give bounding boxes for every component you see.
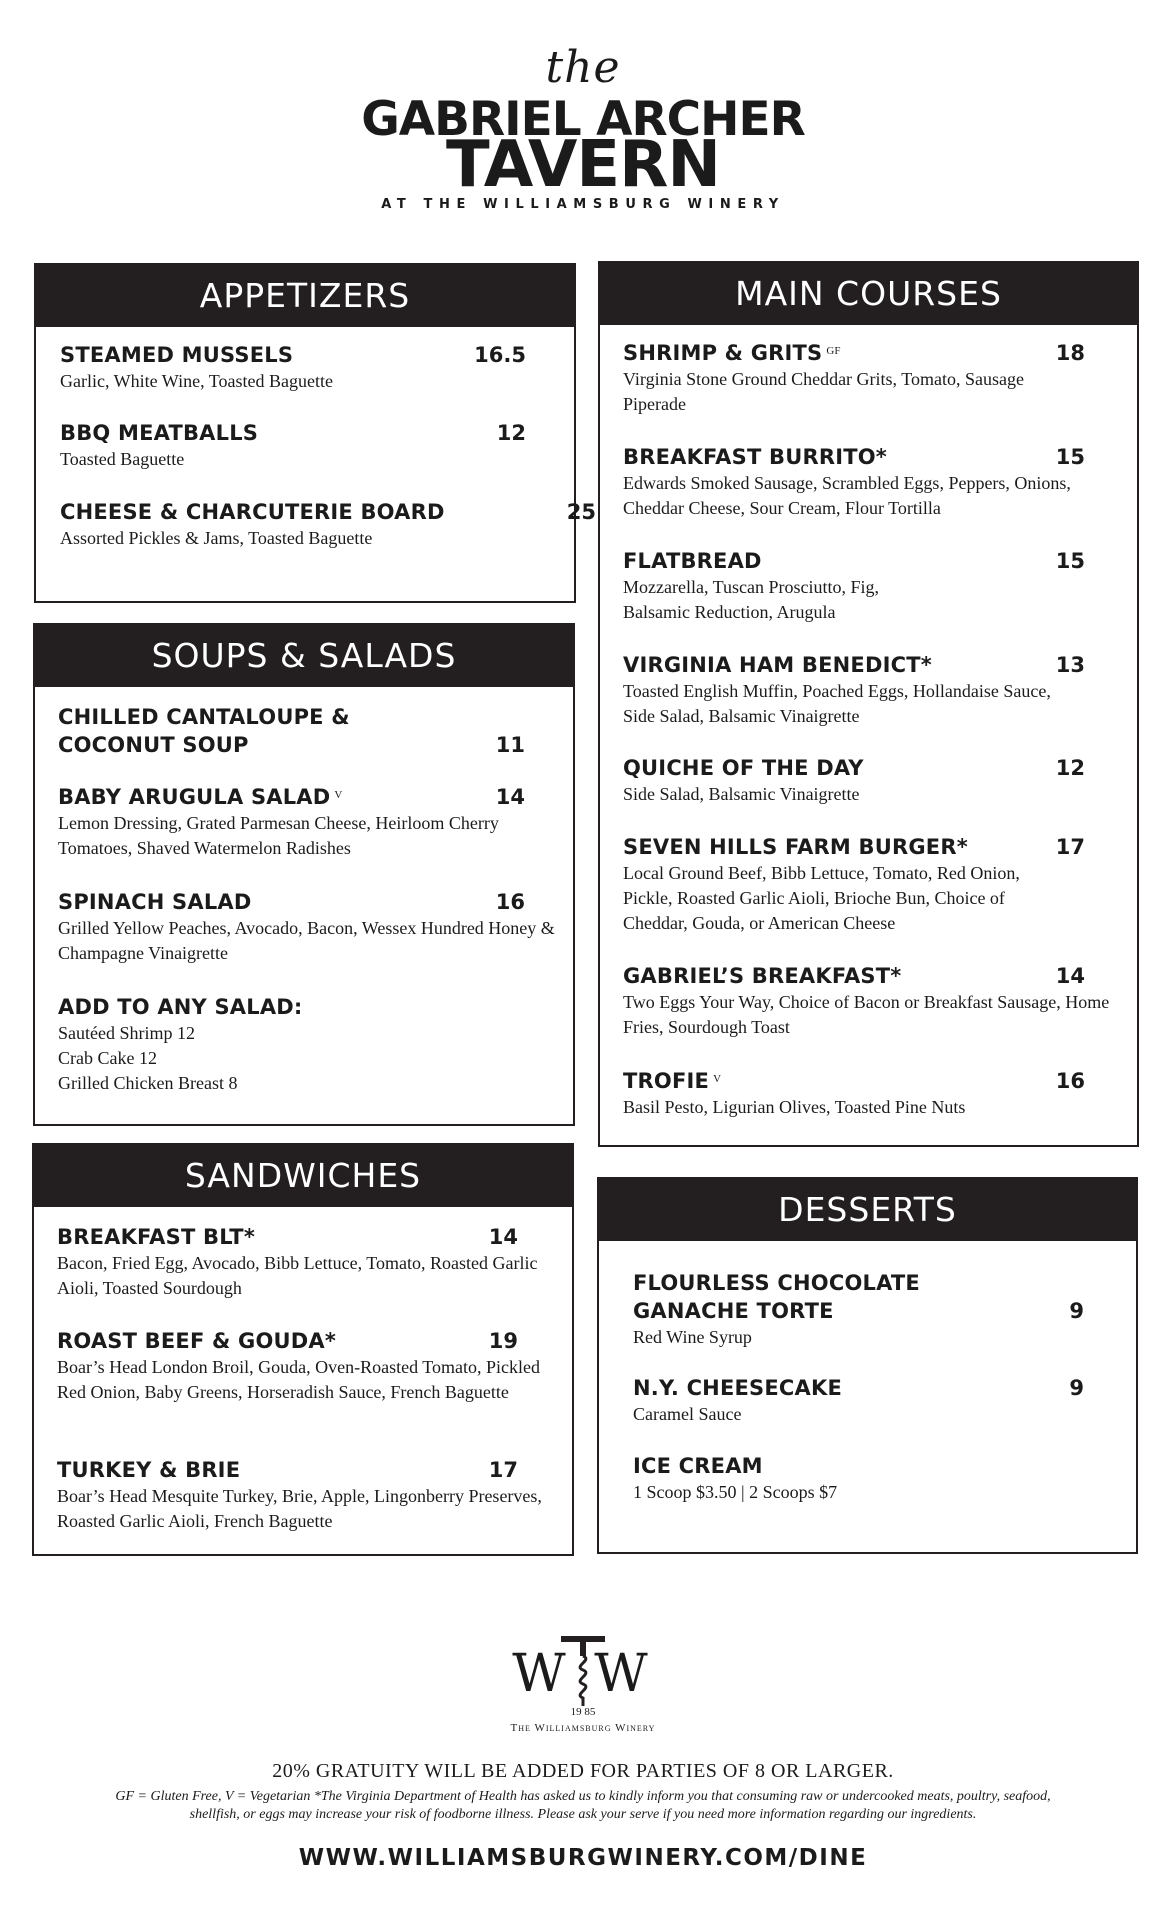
item-price: 9 — [1069, 1376, 1084, 1400]
logo-title-line1: GABRIEL ARCHER — [361, 92, 805, 147]
item-description: Crab Cake 12 — [58, 1048, 157, 1068]
item-description: Grilled Yellow Peaches, Avocado, Bacon, Wessex Hundred Honey & Champagne Vinaigrette — [58, 918, 555, 963]
item-price: 17 — [488, 1458, 518, 1482]
menu-item — [58, 993, 525, 1096]
website-url[interactable]: WWW.WILLIAMSBURGWINERY.COM/DINE — [298, 1845, 868, 1871]
main-courses-section — [598, 261, 1139, 1147]
item-name: BBQ MEATBALLS — [60, 421, 259, 445]
item-description: Edwards Smoked Sausage, Scrambled Eggs, Peppers, Onions, Cheddar Cheese, Sour Cream, Flour Tortilla — [623, 473, 1071, 518]
item-description: Bacon, Fried Egg, Avocado, Bibb Lettuce, Tomato, Roasted Garlic Aioli, Toasted Sourdough — [57, 1253, 538, 1298]
item-name: SHRIMP & GRITS — [623, 341, 823, 365]
item-price: 11 — [495, 733, 525, 757]
sandwiches-section — [32, 1143, 574, 1556]
winery-year: 19 85 — [570, 1706, 596, 1718]
item-name: VIRGINIA HAM BENEDICT* — [623, 653, 932, 677]
item-price: 16 — [495, 890, 525, 914]
menu-item — [633, 1374, 1084, 1452]
menu-item — [623, 833, 1085, 962]
vegetarian-tag: V — [713, 1072, 722, 1085]
item-description: Sautéed Shrimp 12 — [58, 1023, 195, 1043]
winery-name: The Williamsburg Winery — [510, 1722, 656, 1734]
logo-title-line2: TAVERN — [446, 128, 720, 202]
menu-item — [633, 1269, 1084, 1374]
item-name: QUICHE OF THE DAY — [623, 756, 864, 780]
appetizers-section — [34, 263, 596, 603]
item-description: Mozzarella, Tuscan Prosciutto, Fig, Balsamic Reduction, Arugula — [623, 577, 879, 622]
item-description: Toasted Baguette — [60, 449, 185, 469]
gratuity-notice: 20% GRATUITY WILL BE ADDED FOR PARTIES OF 8 OR LARGER. — [272, 1760, 894, 1782]
item-name: STEAMED MUSSELS — [60, 343, 294, 367]
item-price: 16.5 — [474, 343, 526, 367]
item-description: Lemon Dressing, Grated Parmesan Cheese, Heirloom Cherry Tomatoes, Shaved Watermelon Radishes — [58, 813, 499, 858]
menu-item — [623, 443, 1085, 547]
item-name: GABRIEL’S BREAKFAST* — [623, 964, 902, 988]
item-price: 19 — [488, 1329, 518, 1353]
item-name: SEVEN HILLS FARM BURGER* — [623, 835, 968, 859]
menu-item — [57, 1456, 542, 1534]
item-description: Red Wine Syrup — [633, 1327, 752, 1347]
item-name: ICE CREAM — [633, 1454, 763, 1478]
item-description: Side Salad, Balsamic Vinaigrette — [623, 784, 860, 804]
item-price: 14 — [495, 785, 525, 809]
item-price: 14 — [1055, 964, 1085, 988]
item-description: 1 Scoop $3.50 | 2 Scoops $7 — [633, 1482, 838, 1502]
item-name: SPINACH SALAD — [58, 890, 252, 914]
main-courses-title: MAIN COURSES — [600, 263, 1137, 325]
item-description: Two Eggs Your Way, Choice of Bacon or Breakfast Sausage, Home Fries, Sourdough Toast — [623, 992, 1110, 1037]
item-name: BREAKFAST BURRITO* — [623, 445, 887, 469]
item-description: Toasted English Muffin, Poached Eggs, Hollandaise Sauce, Side Salad, Balsamic Vinaigrette — [623, 681, 1051, 726]
item-price: 14 — [488, 1225, 518, 1249]
winery-monogram: W W — [512, 1644, 654, 1704]
menu-item — [60, 419, 526, 498]
item-description: Grilled Chicken Breast 8 — [58, 1073, 238, 1093]
item-description: Virginia Stone Ground Cheddar Grits, Tomato, Sausage Piperade — [623, 369, 1024, 414]
menu-item — [58, 783, 525, 888]
menu-item — [57, 1327, 540, 1456]
menu-item — [58, 888, 555, 993]
item-price: 18 — [1055, 341, 1085, 365]
soups-salads-title: SOUPS & SALADS — [35, 625, 573, 687]
menu-item — [57, 1223, 538, 1327]
item-price: 25 — [566, 500, 596, 524]
menu-item — [623, 1067, 1085, 1120]
item-price: 17 — [1055, 835, 1085, 859]
menu-item — [623, 339, 1085, 443]
vegetarian-tag: V — [334, 788, 343, 801]
desserts-title: DESSERTS — [599, 1179, 1136, 1241]
menu-item — [623, 547, 1085, 651]
item-name: BREAKFAST BLT* — [57, 1225, 256, 1249]
menu-item — [60, 498, 596, 551]
sandwiches-title: SANDWICHES — [34, 1145, 572, 1207]
item-name: BABY ARUGULA SALAD — [58, 785, 331, 809]
item-price: 13 — [1055, 653, 1085, 677]
item-description: Local Ground Beef, Bibb Lettuce, Tomato, Red Onion, Pickle, Roasted Garlic Aioli, Brioche Bun, Choice of Cheddar, Gouda, or American Cheese — [623, 863, 1020, 933]
menu-item — [60, 341, 526, 419]
item-price: 15 — [1055, 445, 1085, 469]
item-description: Garlic, White Wine, Toasted Baguette — [60, 371, 333, 391]
item-name: FLOURLESS CHOCOLATE GANACHE TORTE — [633, 1271, 920, 1323]
menu-item — [633, 1452, 1084, 1505]
menu-item — [623, 754, 1085, 833]
item-name: ROAST BEEF & GOUDA* — [57, 1329, 337, 1353]
item-name: FLATBREAD — [623, 549, 762, 573]
item-price: 15 — [1055, 549, 1085, 573]
item-name: TROFIE — [623, 1069, 710, 1093]
item-description: Boar’s Head Mesquite Turkey, Brie, Apple, Lingonberry Preserves, Roasted Garlic Aioli, French Baguette — [57, 1486, 542, 1531]
appetizers-title: APPETIZERS — [36, 265, 574, 327]
logo-the: the — [545, 42, 621, 93]
item-price: 12 — [496, 421, 526, 445]
item-description: Basil Pesto, Ligurian Olives, Toasted Pine Nuts — [623, 1097, 966, 1117]
desserts-section — [597, 1177, 1138, 1554]
item-name: ADD TO ANY SALAD: — [58, 995, 303, 1019]
item-name: CHEESE & CHARCUTERIE BOARD — [60, 500, 445, 524]
menu-item — [623, 651, 1085, 754]
item-description: Caramel Sauce — [633, 1404, 742, 1424]
item-name: TURKEY & BRIE — [57, 1458, 241, 1482]
soups-salads-section — [33, 623, 575, 1126]
item-price: 16 — [1055, 1069, 1085, 1093]
item-price: 12 — [1055, 756, 1085, 780]
menu-item — [623, 962, 1110, 1067]
item-description: Assorted Pickles & Jams, Toasted Baguette — [60, 528, 373, 548]
gluten-free-tag: GF — [826, 344, 841, 357]
dietary-notes: GF = Gluten Free, V = Vegetarian *The Virginia Department of Health has asked us to kindly inform you that consuming raw or undercooked meats, poultry, seafood, shellfish, or eggs may increase your risk of foodborne illness. Please ask your serve if you need more information regarding our ingredients. — [115, 1789, 1051, 1822]
item-price: 9 — [1069, 1299, 1084, 1323]
item-name: CHILLED CANTALOUPE & COCONUT SOUP — [58, 705, 350, 757]
logo-subtitle: AT THE WILLIAMSBURG WINERY — [381, 197, 785, 212]
menu-item — [58, 703, 525, 783]
item-name: N.Y. CHEESECAKE — [633, 1376, 843, 1400]
item-description: Boar’s Head London Broil, Gouda, Oven-Roasted Tomato, Pickled Red Onion, Baby Greens, Horseradish Sauce, French Baguette — [57, 1357, 540, 1402]
